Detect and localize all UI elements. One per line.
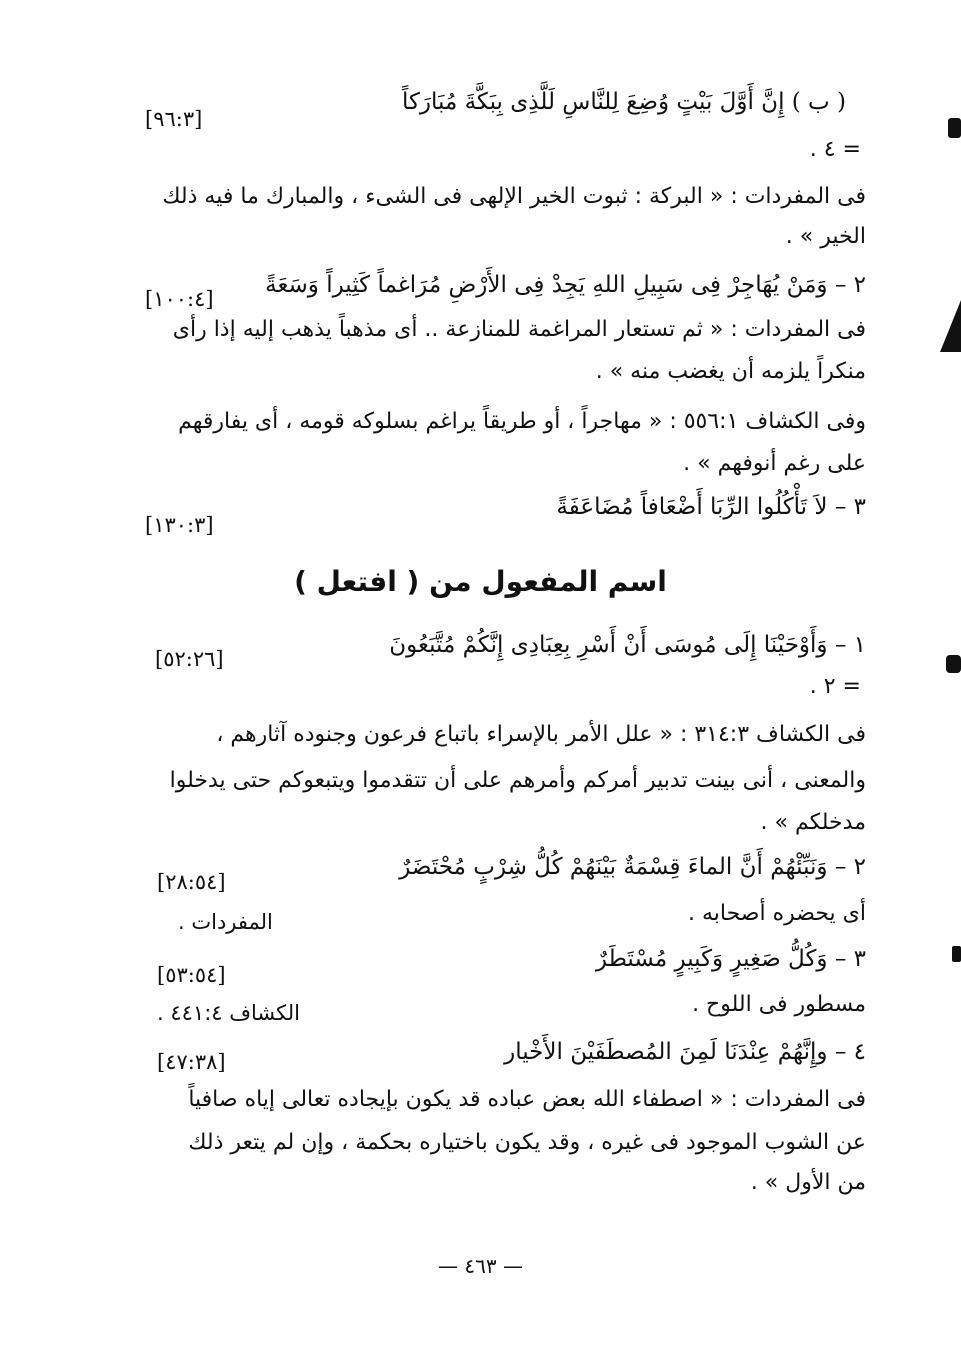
scan-mark-1 [948, 118, 961, 138]
mufradat-3-line-3: من الأول » . [750, 1170, 866, 1195]
section-heading: اسم المفعول من ( افتعل ) [294, 565, 667, 598]
verse-3: ٣ – لاَ تَأْكُلُوا الرِّبَا أَضْعَافاً مُضَاعَفَةً [556, 494, 866, 520]
scan-mark-4 [952, 946, 961, 962]
mufradat-2-line-2: منكراً يلزمه أن يغضب منه » . [595, 359, 866, 384]
mufradat-1-line-2: الخير » . [785, 224, 866, 249]
kashshaf-2-line-1: فى الكشاف ٣١٤:٣ : « علل الأمر بالإسراء باتباع فرعون وجنوده آثارهم ، [216, 722, 866, 747]
verse-b-count: = ٤ . [809, 137, 861, 162]
mufradat-2-line-1: فى المفردات : « ثم تستعار المراغمة للمنازعة .. أى مذهباً يذهب إليه إذا رأى [172, 317, 866, 342]
section2-verse-3-source: الكشاف ٤٤١:٤ . [157, 1001, 300, 1025]
kashshaf-1-line-1: وفى الكشاف ٥٥٦:١ : « مهاجراً ، أو طريقاً يراغم بسلوكه قومه ، أى يفارقهم [178, 409, 866, 434]
scan-mark-3 [946, 655, 961, 673]
section2-verse-2: ٢ – وَنَبِّئْهُمْ أَنَّ الماءَ قِسْمَةٌ بَيْنَهُمْ كُلُّ شِرْبٍ مُحْتَضَرٌ [399, 854, 866, 880]
verse-3-reference: [١٣٠:٣] [145, 513, 214, 537]
section2-verse-2-reference: [٢٨:٥٤] [157, 870, 226, 894]
kashshaf-2-line-2: والمعنى ، أنى بينت تدبير أمركم وأمرهم على أن تتقدموا ويتبعوكم حتى يدخلوا [169, 768, 866, 793]
mufradat-3-line-1: فى المفردات : « اصطفاء الله بعض عباده قد يكون بإيجاده تعالى إياه صافياً [188, 1087, 866, 1112]
verse-b-reference: [٩٦:٣] [145, 107, 203, 131]
section2-verse-1: ١ – وَأَوْحَيْنَا إِلَى مُوسَى أَنْ أَسْرِ بِعِبَادِى إِنَّكُمْ مُتَّبَعُونَ [389, 632, 866, 658]
section2-verse-3: ٣ – وَكُلُّ صَغِيرٍ وَكَبِيرٍ مُسْتَطَرٌ [595, 946, 866, 972]
kashshaf-1-line-2: على رغم أنوفهم » . [683, 451, 866, 476]
kashshaf-2-line-3: مدخلكم » . [760, 810, 866, 835]
page-number: — ٤٦٣ — [438, 1254, 523, 1278]
section2-verse-2-source: المفردات . [178, 910, 273, 934]
mufradat-1-line-1: فى المفردات : « البركة : ثبوت الخير الإلهى فى الشىء ، والمبارك ما فيه ذلك [162, 184, 866, 209]
verse-b: ( ب ) إِنَّ أَوَّلَ بَيْتٍ وُضِعَ لِلنَّاسِ لَلَّذِى بِبَكَّةَ مُبَارَكاً [401, 89, 846, 115]
section2-verse-4-reference: [٤٧:٣٨] [157, 1050, 226, 1074]
section2-verse-4: ٤ – وإِنَّهُمْ عِنْدَنَا لَمِنَ المُصطَفَيْنَ الأَخْيار [504, 1039, 866, 1065]
section2-verse-2-gloss: أى يحضره أصحابه . [688, 901, 866, 926]
section2-verse-1-count: = ٢ . [809, 674, 861, 699]
scan-mark-2 [940, 300, 961, 352]
section2-verse-3-gloss: مسطور فى اللوح . [692, 992, 866, 1017]
section2-verse-1-reference: [٥٢:٢٦] [155, 647, 224, 671]
section2-verse-3-reference: [٥٣:٥٤] [157, 963, 226, 987]
verse-2: ٢ – وَمَنْ يُهَاجِرْ فِى سَبِيلِ اللهِ يَجِدْ فِى الأَرْضِ مُرَاغماً كَثِيراً وَسَعَةً [265, 272, 866, 298]
mufradat-3-line-2: عن الشوب الموجود فى غيره ، وقد يكون باختياره بحكمة ، وإن لم يتعر ذلك [188, 1130, 866, 1155]
verse-2-reference: [١٠٠:٤] [145, 287, 214, 311]
